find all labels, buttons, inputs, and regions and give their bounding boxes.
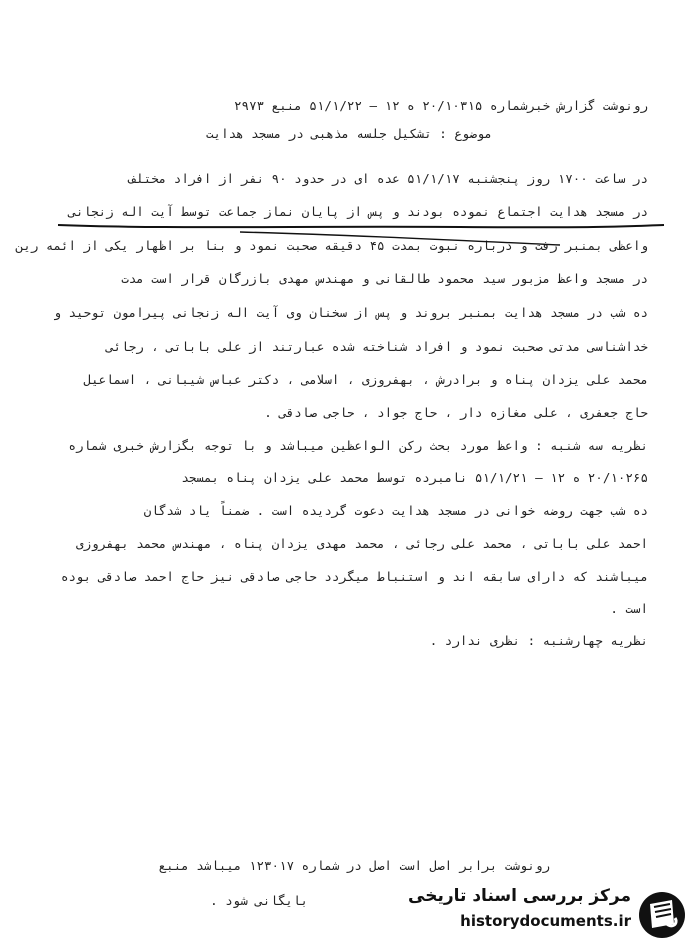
header-line: رونوشت گزارش خبرشماره ۲۰/۱۰۳۱۵ ه ۱۲ – ۵۱/۱/۲۲ منبع ۲۹۷۳ <box>234 98 648 113</box>
subject-line: موضوع : تشکیل جلسه مذهبی در مسجد هدایت <box>206 126 492 141</box>
body-line: ده شب در مسجد هدایت بمنبر بروند و پس از سخنان وی آیت اله زنجانی پیرامون توحید و <box>53 305 648 320</box>
body-line: است . <box>610 601 648 616</box>
body-line: در ساعت ۱۷۰۰ روز پنجشنبه ۵۱/۱/۱۷ عده ای در حدود ۹۰ نفر از افراد مختلف <box>128 171 648 186</box>
body-line: در مسجد واعظ مزبور سید محمود طالقانی و مهندس مهدی بازرگان قرار است مدت <box>121 271 648 286</box>
body-line: ۲۰/۱۰۲۶۵ ه ۱۲ – ۵۱/۱/۲۱ نامبرده توسط محمد علی یزدان پناه بمسجد <box>181 470 648 485</box>
body-line: حاج جعفری ، علی مغازه دار ، حاج جواد ، حاجی صادقی . <box>264 405 648 420</box>
body-line: در مسجد هدایت اجتماع نموده بودند و پس از پایان نماز جماعت توسط آیت اله زنجانی <box>68 204 648 219</box>
footer-line: رونوشت برابر اصل است اصل در شماره ۱۲۳۰۱۷ میباشد منبع <box>158 858 550 873</box>
body-line: واعظی بمنبر رفت و درباره نبوت بمدت ۴۵ دقیقه صحبت نمود و بنا بر اظهار یکی از ائمه رین <box>15 238 648 253</box>
body-line: ده شب جهت روضه خوانی در مسجد هدایت دعوت گردیده است . ضمناً یاد شدگان <box>143 503 648 518</box>
handwritten-underline <box>40 223 670 247</box>
watermark-title: مرکز بررسی اسناد تاریخی <box>408 886 631 906</box>
footer-line: بایگانی شود . <box>210 893 308 908</box>
watermark-url: historydocuments.ir <box>460 912 631 930</box>
body-line: نظریه سه شنبه : واعظ مورد بحث رکن الواعظین میباشد و با توجه بگزارش خبری شماره <box>68 438 648 453</box>
body-line: احمد علی باباتی ، محمد علی رجائی ، محمد مهدی یزدان پناه ، مهندس محمد بهفروزی <box>76 536 648 551</box>
body-line: محمد علی یزدان پناه و برادرش ، بهفروزی ، اسلامی ، دکتر عباس شیبانی ، اسماعیل <box>83 372 648 387</box>
body-line: نظریه چهارشنبه : نظری ندارد . <box>429 633 648 648</box>
body-line: خداشناسی مدتی صحبت نمود و افراد شناخته شده عبارتند از علی باباتی ، رجائی <box>106 339 648 354</box>
historydocuments-logo-icon <box>637 890 687 940</box>
body-line: میباشند که دارای سابقه اند و استنباط میگردد حاجی صادقی نیز حاج احمد صادقی بوده <box>61 569 648 584</box>
watermark-logo <box>405 884 695 944</box>
